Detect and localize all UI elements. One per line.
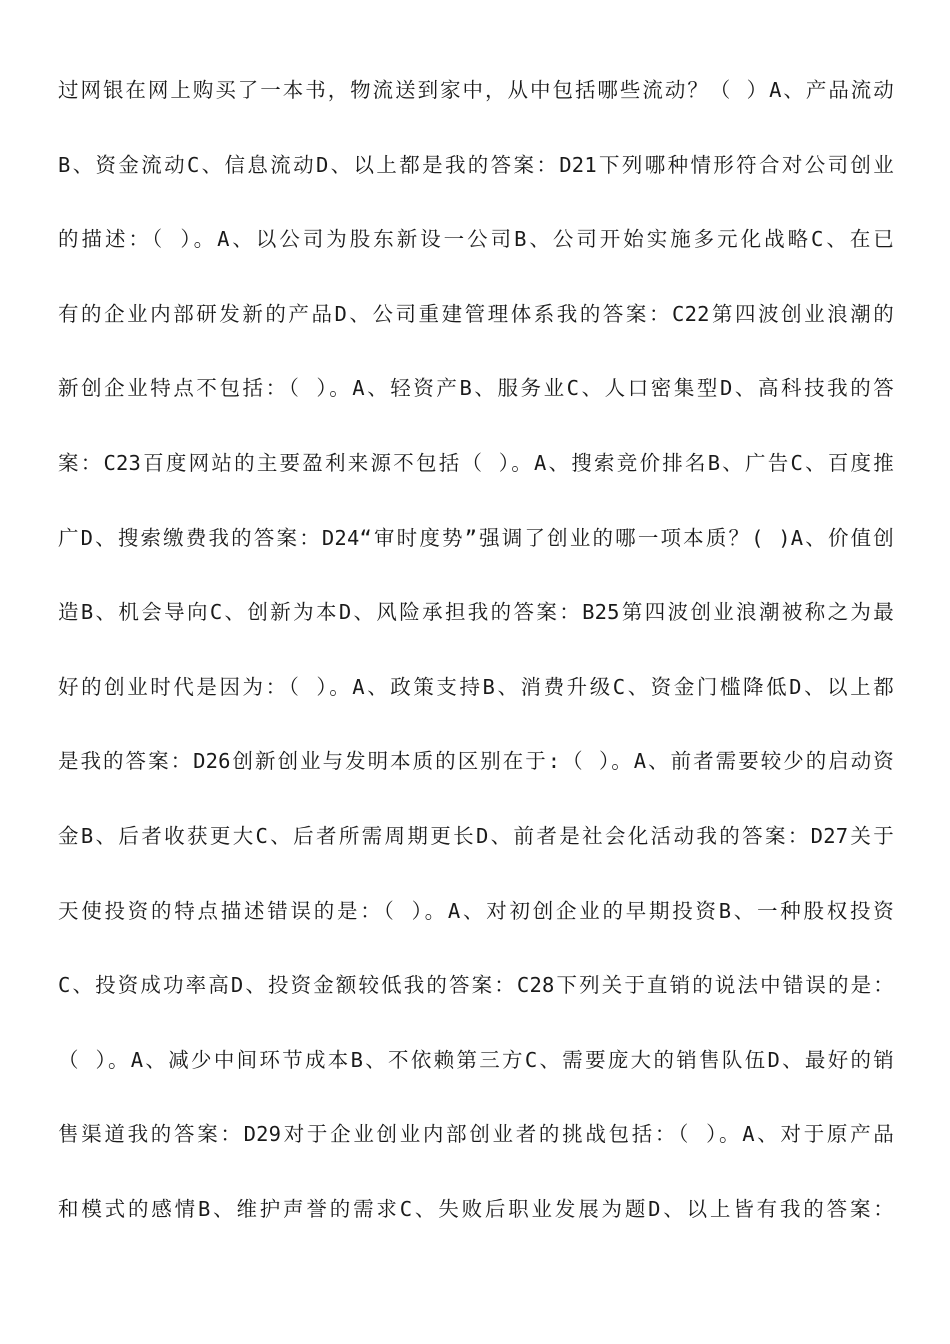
- text-line-5: 新创企业特点不包括：（ ）。A、轻资产B、服务业C、人口密集型D、高科技我的答: [58, 376, 894, 401]
- text-line-12: 天使投资的特点描述错误的是：（ ）。A、对初创企业的早期投资B、一种股权投资: [58, 898, 894, 923]
- text-line-2: B、资金流动C、信息流动D、以上都是我的答案：D21下列哪种情形符合对公司创业: [58, 152, 894, 177]
- text-line-1: 过网银在网上购买了一本书，物流送到家中，从中包括哪些流动？（ ）A、产品流动: [58, 78, 894, 102]
- text-line-10: 是我的答案：D26创新创业与发明本质的区别在于:（ ）。A、前者需要较少的启动资: [58, 749, 894, 774]
- text-line-4: 有的企业内部研发新的产品D、公司重建管理体系我的答案：C22第四波创业浪潮的: [58, 301, 894, 326]
- text-line-6: 案：C23百度网站的主要盈利来源不包括（ ）。A、搜索竞价排名B、广告C、百度推: [58, 450, 894, 475]
- text-line-8: 造B、机会导向C、创新为本D、风险承担我的答案：B25第四波创业浪潮被称之为最: [58, 600, 894, 625]
- text-line-16: 和模式的感情B、维护声誉的需求C、失败后职业发展为题D、以上皆有我的答案：: [58, 1196, 894, 1221]
- text-line-14: （ ）。A、减少中间环节成本B、不依赖第三方C、需要庞大的销售队伍D、最好的销: [58, 1047, 894, 1072]
- text-line-9: 好的创业时代是因为：（ ）。A、政策支持B、消费升级C、资金门槛降低D、以上都: [58, 674, 894, 699]
- text-line-3: 的描述：（ ）。A、以公司为股东新设一公司B、公司开始实施多元化战略C、在已: [58, 227, 894, 252]
- text-line-15: 售渠道我的答案：D29对于企业创业内部创业者的挑战包括：（ ）。A、对于原产品: [58, 1122, 894, 1147]
- text-line-7: 广D、搜索缴费我的答案：D24“审时度势”强调了创业的哪一项本质？( )A、价值创: [58, 525, 894, 550]
- text-line-11: 金B、后者收获更大C、后者所需周期更长D、前者是社会化活动我的答案：D27关于: [58, 823, 894, 848]
- quiz-text-block: [58, 68, 894, 1262]
- text-line-13: C、投资成功率高D、投资金额较低我的答案：C28下列关于直销的说法中错误的是：: [58, 973, 894, 998]
